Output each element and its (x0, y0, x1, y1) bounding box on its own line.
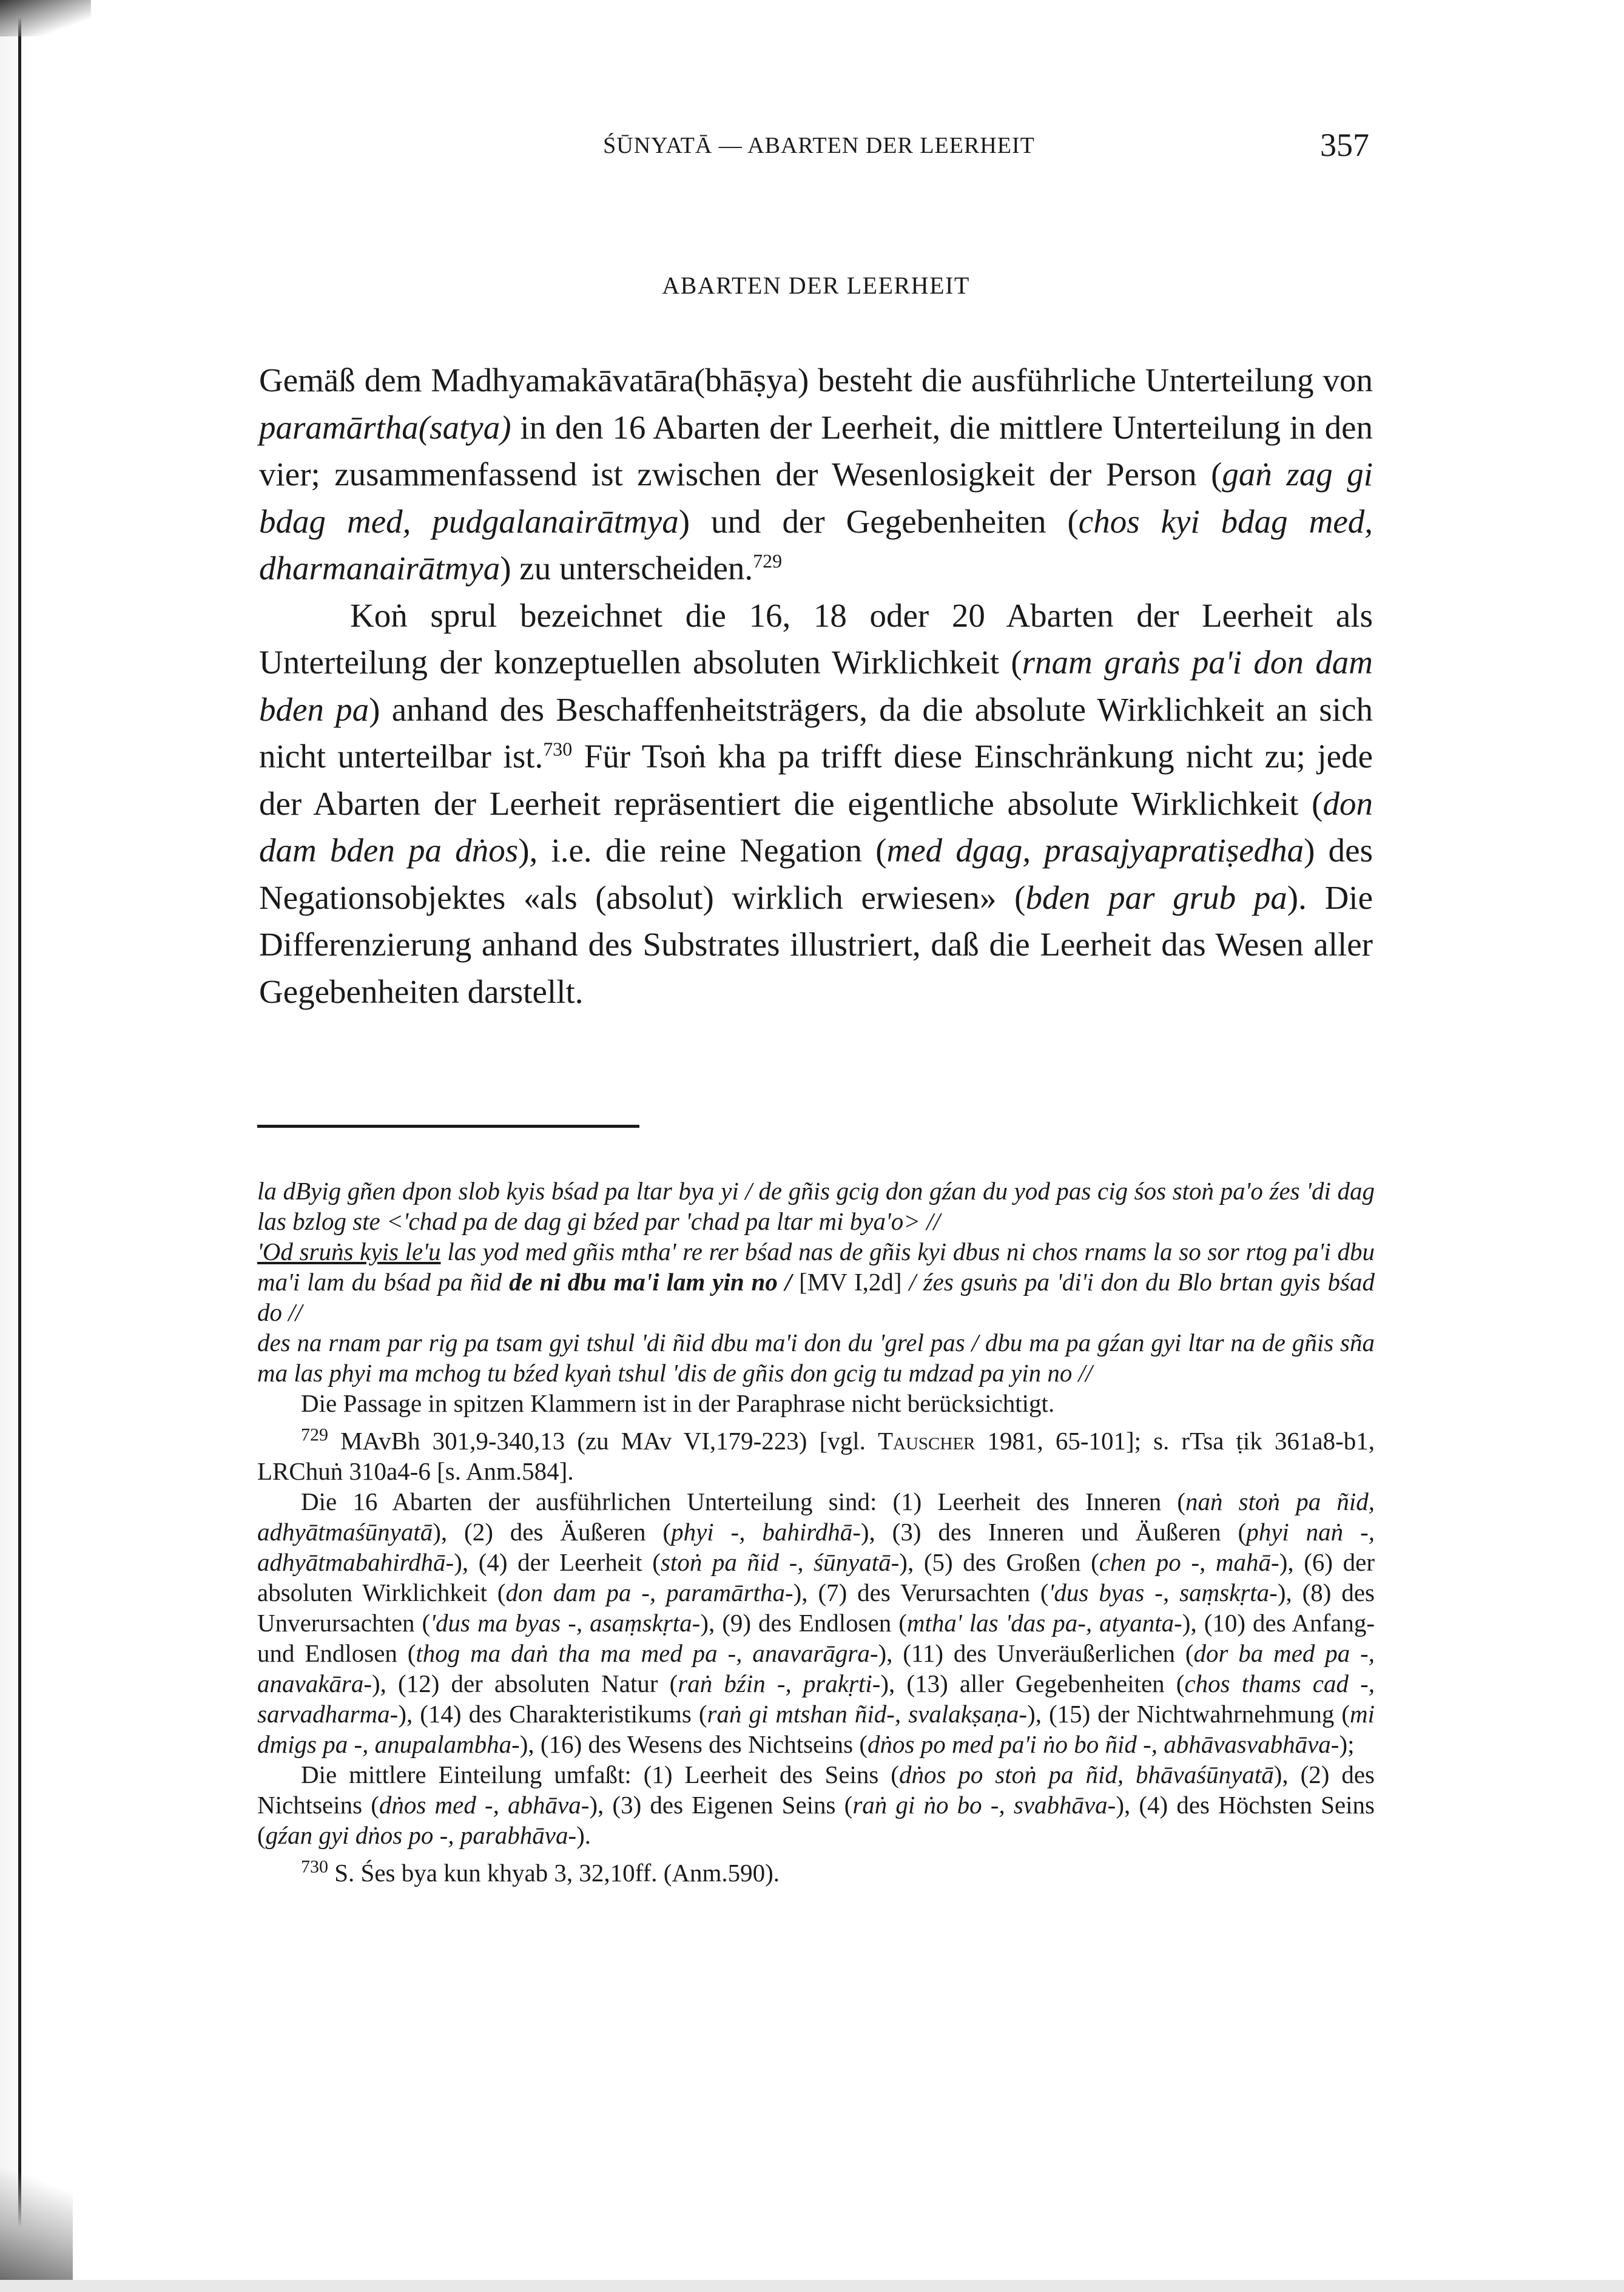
scan-edge-shadow (0, 0, 35, 2292)
text: ), (8) des Unverursachten ( (257, 1579, 1375, 1637)
footnote-continuation-1: la dByig gñen dpon slob kyis bśad pa ltar bya yi / de gñis gcig don gźan du yod pas cig śos stoṅ pa'o źes 'di dag las bzlog ste <'chad pa de dag gi bźed par 'chad pa ltar mi bya'o> // (257, 1177, 1375, 1235)
term: don dam pa -, paramārtha- (505, 1579, 793, 1606)
text: ), (10) des Anfang- und Endlosen ( (257, 1609, 1375, 1667)
term: raṅ bźin -, prakṛti- (678, 1670, 881, 1697)
text: ), (3) des Eigenen Seins ( (589, 1791, 853, 1819)
term: med dgag, prasajyapratiṣedha (886, 832, 1304, 869)
section-title: ABARTEN DER LEERHEIT (662, 272, 970, 299)
text: ), (16) des Wesens des Nichtseins ( (519, 1730, 868, 1758)
term: naṅ stoṅ pa ñid, adhyātmaśūnyatā (257, 1488, 1375, 1546)
term: thog ma daṅ tha ma med pa -, anavarāgra- (416, 1639, 878, 1667)
term: chos thams cad -, sarvadharma- (257, 1670, 1375, 1728)
text: ) anhand des Beschaffenheitsträgers, da die absolute Wirklichkeit an sich nicht unterteilbar ist. (259, 690, 1373, 775)
paragraph-1 (259, 357, 1373, 592)
text: du bśad pa ñid (344, 1268, 510, 1296)
footnote-continuation-4: Die Passage in spitzen Klammern ist in der Paraphrase nicht berücksichtigt. (301, 1389, 1055, 1417)
text: ) und der Gegebenheiten ( (678, 502, 1079, 540)
text: Die 16 Abarten der ausführlichen Unterteilung sind: (1) Leerheit des Inneren ( (301, 1488, 1186, 1515)
text: ), (3) des Inneren und Äußeren ( (860, 1518, 1247, 1546)
text: S. Śes bya kun khyab 3, 32,10ff. (Anm.590). (328, 1859, 780, 1887)
term: dor ba med pa -, anavakāra- (257, 1639, 1375, 1697)
text: Koṅ sprul bezeichnet die 16, 18 oder 20 Abarten der Leerheit als Unterteilung der konzeptuellen absoluten Wirklichkeit ( (259, 596, 1373, 681)
footnote-729-para-2 (257, 1486, 1375, 1759)
footnotes (257, 1176, 1375, 1888)
text: MAvBh 301,9-340,13 (zu MAv VI,179-223) [vgl. (328, 1427, 878, 1455)
term: rnam graṅs pa'i don dam bden pa (259, 644, 1373, 728)
author-name: Tauscher (877, 1427, 975, 1455)
term: paramārtha(satya) (259, 408, 511, 446)
text: ) zu unterscheiden. (500, 550, 753, 587)
term: don dam bden pa dṅos (259, 784, 1373, 869)
text: 1981, 65-101]; s. rTsa ṭik 361a8-b1, LRChuṅ 310a4-6 [s. Anm.584]. (257, 1427, 1375, 1485)
text: ), (12) der absoluten Natur ( (372, 1670, 678, 1697)
term: phyi -, bahirdhā- (671, 1518, 861, 1546)
footnote-continuation-2 (257, 1236, 1375, 1327)
term: chen po -, mahā- (1099, 1548, 1279, 1576)
footnote-ref-730: 730 (543, 738, 573, 760)
text: ), (14) des Charakteristikums ( (398, 1700, 707, 1728)
text: ), (4) der Leerheit ( (454, 1548, 661, 1576)
main-body (259, 357, 1373, 1015)
text: ). (576, 1821, 591, 1849)
term: 'dus byas -, saṃskṛta- (1048, 1579, 1278, 1606)
paragraph-2 (259, 592, 1373, 1016)
text: Die mittlere Einteilung umfaßt: (1) Leerheit des Seins ( (301, 1761, 899, 1788)
footnote-729 (257, 1426, 1375, 1486)
citation: [MV I,2d] (792, 1268, 909, 1296)
term: mi dmigs pa -, anupalambha- (257, 1700, 1375, 1758)
text: ), (9) des Endlosen ( (700, 1609, 907, 1637)
term: phyi naṅ -, adhyātmabahirdhā- (257, 1518, 1375, 1576)
term: dṅos po med pa'i ṅo bo ñid -, abhāvasvabhāva- (868, 1730, 1339, 1758)
text: Gemäß dem Madhyamakāvatāra(bhāṣya) besteht die ausführliche Unterteilung von (259, 362, 1373, 399)
text: ), (7) des Verursachten ( (793, 1579, 1049, 1606)
footnote-number: 730 (301, 1856, 328, 1877)
text: ). Die Differenzierung anhand des Substrates illustriert, daß die Leerheit das Wesen aller Gegebenheiten darstellt. (259, 878, 1373, 1010)
text: in den 16 Abarten der Leerheit, die mittlere Unterteilung in den vier; zusammenfassend ist zwischen der Wesenlosigkeit der Person ( (259, 408, 1373, 493)
underlined-text: 'Od sruṅs kyis le'u (257, 1238, 441, 1266)
footnote-continuation-3: des na rnam par rig pa tsam gyi tshul 'di ñid dbu ma'i don du 'grel pas / dbu ma pa gźan gyi ltar na de gñis sña ma las phyi ma mchog tu bźed kyaṅ tshul 'dis de gñis don gcig tu mdzad pa yin no // (257, 1329, 1375, 1387)
text: las yod med gñis mtha' re rer bśad nas de gñis kyi dbus ni chos rnams la so sor rtog pa'i dbu ma'i lam (257, 1238, 1375, 1296)
term: dṅos po stoṅ pa ñid, bhāvaśūnyatā (898, 1761, 1274, 1788)
text: ), (2) des Nichtseins ( (257, 1761, 1375, 1819)
text: ), (11) des Unveräußerlichen ( (878, 1639, 1194, 1667)
term: dṅos med -, abhāva- (379, 1791, 590, 1819)
running-head: ŚŪNYATĀ — ABARTEN DER LEERHEIT (603, 133, 1035, 158)
footnote-rule (257, 1125, 639, 1128)
term: raṅ gi ṅo bo -, svabhāva- (852, 1791, 1116, 1819)
term: chos kyi bdag med, dharmanairātmya (259, 502, 1373, 587)
term: bden par grub pa (1025, 878, 1287, 916)
text: ), i.e. die reine Negation ( (518, 832, 887, 869)
scan-edge-bottom (0, 2280, 1624, 2292)
footnote-number: 729 (301, 1424, 328, 1445)
term: stoṅ pa ñid -, śūnyatā- (660, 1548, 900, 1576)
scan-binding-line (18, 18, 21, 2263)
scan-corner-artifact-bottom (0, 2160, 73, 2292)
term: mtha' las 'das pa-, atyanta- (906, 1609, 1182, 1637)
term: gźan gyi dṅos po -, parabhāva- (265, 1821, 577, 1849)
text: ), (5) des Großen ( (899, 1548, 1099, 1576)
text: ), (13) aller Gegebenheiten ( (880, 1670, 1185, 1697)
text: ), (6) der absoluten Wirklichkeit ( (257, 1548, 1375, 1606)
text: ), (4) des Höchsten Seins ( (257, 1791, 1375, 1849)
footnote-ref-729: 729 (753, 550, 783, 572)
term: gaṅ zag gi bdag med, pudgalanairātmya (259, 456, 1373, 540)
page-number: 357 (1320, 127, 1369, 163)
text: ), (2) des Äußeren ( (433, 1518, 672, 1546)
scan-corner-artifact-top (0, 0, 91, 36)
text: ), (15) der Nichtwahrnehmung ( (1027, 1700, 1350, 1728)
text: Für Tsoṅ kha pa trifft diese Einschränkung nicht zu; jede der Abarten der Leerheit repräsentiert die eigentliche absolute Wirklichkeit ( (259, 738, 1373, 822)
footnote-730 (257, 1858, 1375, 1888)
text: / źes gsuṅs pa 'di'i don du Blo brtan gyis bśad do // (257, 1268, 1375, 1326)
footnote-729-para-3 (257, 1759, 1375, 1850)
term: raṅ gi mtshan ñid-, svalakṣaṇa- (707, 1700, 1028, 1728)
text: ) des Negationsobjektes «als (absolut) wirklich erwiesen» ( (259, 832, 1373, 916)
text: ); (1339, 1730, 1355, 1758)
term: 'dus ma byas -, asaṃskṛta- (430, 1609, 701, 1637)
bold-text: de ni dbu ma'i lam yin no / (509, 1268, 792, 1296)
